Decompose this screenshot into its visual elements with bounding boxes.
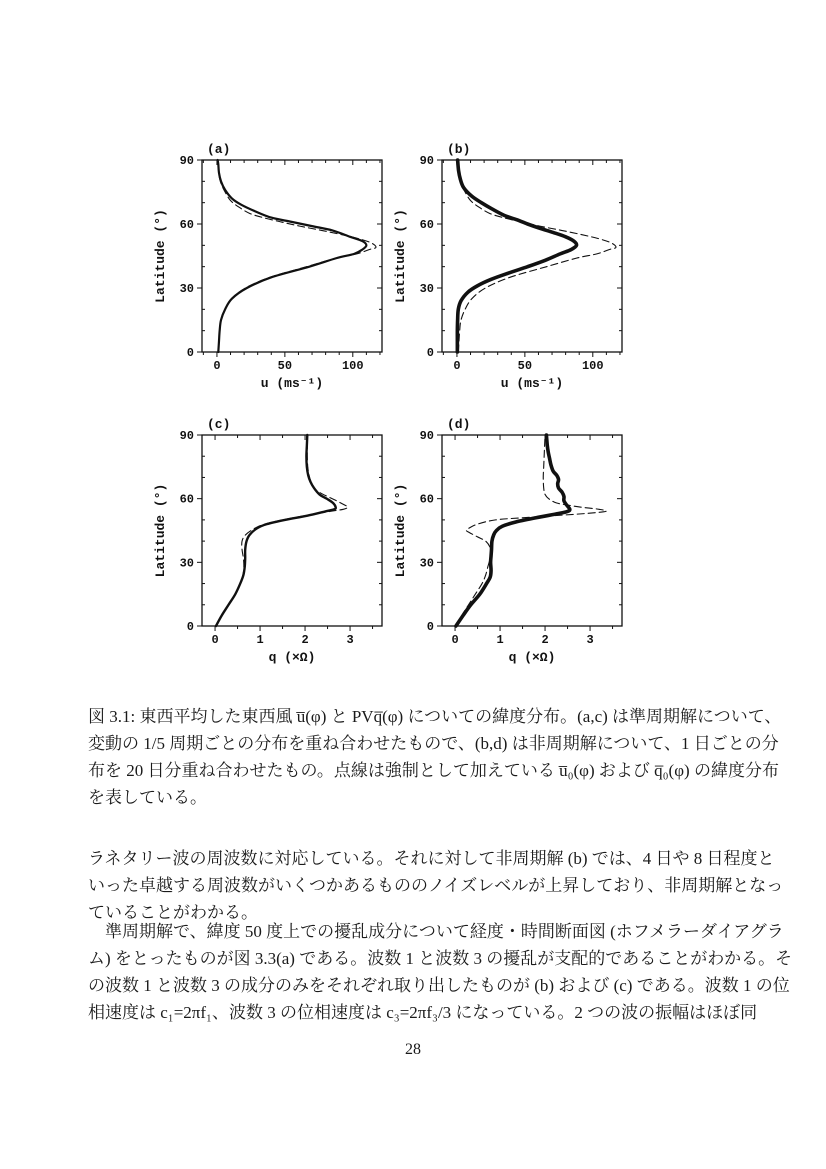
y-tick-label: 90 bbox=[179, 154, 194, 168]
y-tick-label: 30 bbox=[179, 282, 194, 296]
y-tick-label: 90 bbox=[179, 429, 194, 443]
forcing-profile-curve bbox=[216, 435, 348, 626]
plot-frame bbox=[442, 435, 622, 626]
y-tick-label: 60 bbox=[179, 492, 194, 507]
y-tick-label: 60 bbox=[419, 492, 434, 507]
y-tick-label: 60 bbox=[179, 218, 194, 232]
x-tick-label: 1 bbox=[496, 633, 504, 647]
y-tick-label: 0 bbox=[186, 620, 194, 634]
body-paragraph-1 bbox=[88, 845, 784, 926]
x-tick-label: 0 bbox=[453, 359, 461, 373]
panel-letter: (d) bbox=[447, 417, 471, 432]
y-axis-label: Latitude (°) bbox=[393, 209, 408, 303]
plot-frame bbox=[202, 160, 382, 352]
paragraph-line: ム) をとったものが図 3.3(a) である。波数 1 と波数 3 の擾乱が支配的であることがわかる。そ bbox=[88, 949, 793, 968]
y-tick-label: 60 bbox=[419, 218, 434, 232]
y-axis-label: Latitude (°) bbox=[153, 209, 168, 303]
caption-line: 布を 20 日分重ね合わせたもの。点線は強制として加えている u̅₀(φ) および q̅₀(φ) の緯度分布 bbox=[88, 761, 779, 780]
y-axis-label: Latitude (°) bbox=[393, 483, 408, 578]
paragraph-line: ラネタリー波の周波数に対応している。それに対して非周期解 (b) では、4 日や 8 日程度と bbox=[88, 849, 775, 868]
figure-panel-d bbox=[390, 415, 636, 667]
x-tick-label: 100 bbox=[581, 359, 604, 373]
plot-frame bbox=[202, 435, 382, 626]
y-tick-label: 30 bbox=[179, 556, 194, 571]
x-tick-label: 2 bbox=[301, 633, 309, 647]
x-tick-label: 3 bbox=[586, 633, 594, 647]
x-axis-label: q (×Ω) bbox=[268, 650, 316, 665]
paragraph-line: ていることがわかる。 bbox=[88, 903, 258, 922]
x-tick-label: 0 bbox=[213, 359, 221, 373]
caption-line: 変動の 1/5 周期ごとの分布を重ね合わせたもので、(b,d) は非周期解について、1 日ごとの分 bbox=[88, 734, 779, 753]
paragraph-line: いった卓越する周波数がいくつかあるもののノイズレベルが上昇しており、非周期解となっ bbox=[88, 876, 784, 895]
x-tick-label: 0 bbox=[211, 633, 219, 647]
x-tick-label: 100 bbox=[341, 359, 364, 373]
x-axis-label: q (×Ω) bbox=[508, 650, 556, 665]
paragraph-line: の波数 1 と波数 3 の成分のみをそれぞれ取り出したものが (b) および (c) である。波数 1 の位 bbox=[88, 976, 790, 995]
paragraph-line: 相速度は c₁=2πf₁、波数 3 の位相速度は c₃=2πf₃/3 になっている。2 つの波の振幅はほぼ同 bbox=[88, 1003, 758, 1022]
y-tick-label: 30 bbox=[419, 282, 434, 296]
x-tick-label: 1 bbox=[256, 633, 264, 647]
figure-caption bbox=[88, 703, 782, 811]
plot-frame bbox=[442, 160, 622, 352]
body-paragraph-2 bbox=[88, 918, 793, 1026]
panel-letter: (b) bbox=[447, 142, 471, 157]
figure-panel-c bbox=[150, 415, 396, 667]
y-tick-label: 90 bbox=[419, 429, 434, 443]
panel-letter: (a) bbox=[207, 142, 231, 157]
y-tick-label: 30 bbox=[419, 556, 434, 571]
x-tick-label: 0 bbox=[451, 633, 459, 647]
y-tick-label: 90 bbox=[419, 154, 434, 168]
figure-panel-a bbox=[150, 140, 396, 392]
caption-line: 図 3.1: 東西平均した東西風 u̅(φ) と PVq̅(φ) についての緯度分布。(a,c) は準周期解について、 bbox=[88, 707, 782, 726]
x-tick-label: 50 bbox=[277, 359, 293, 373]
y-tick-label: 0 bbox=[186, 346, 194, 360]
solution-curve bbox=[457, 160, 576, 352]
x-tick-label: 50 bbox=[517, 359, 533, 373]
figure-panel-b bbox=[390, 140, 636, 392]
y-tick-label: 0 bbox=[426, 620, 434, 634]
paragraph-line: 準周期解で、緯度 50 度上での擾乱成分について経度・時間断面図 (ホフメラーダイアグラ bbox=[88, 922, 784, 941]
page-number: 28 bbox=[405, 1041, 421, 1058]
caption-line: を表している。 bbox=[88, 788, 207, 807]
x-axis-label: u (ms⁻¹) bbox=[500, 376, 564, 391]
x-tick-label: 2 bbox=[541, 633, 549, 647]
x-tick-label: 3 bbox=[346, 633, 354, 647]
forcing-profile-curve bbox=[218, 160, 376, 352]
panel-letter: (c) bbox=[207, 417, 231, 432]
y-axis-label: Latitude (°) bbox=[153, 483, 168, 578]
y-tick-label: 0 bbox=[426, 346, 434, 360]
x-axis-label: u (ms⁻¹) bbox=[260, 376, 324, 391]
forcing-profile-curve bbox=[458, 160, 616, 352]
